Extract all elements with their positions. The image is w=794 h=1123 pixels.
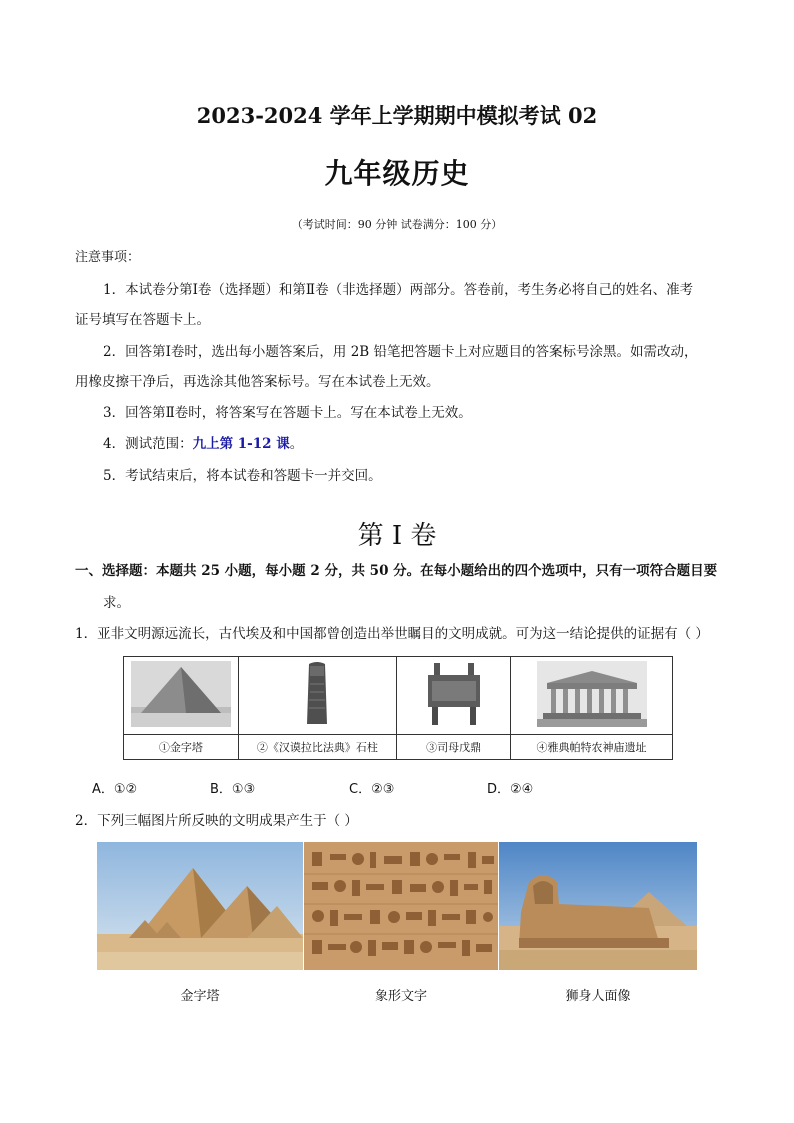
parthenon-image (537, 661, 647, 727)
note-2-line-1: 2．回答第Ⅰ卷时，选出每小题答案后，用 2B 铅笔把答题卡上对应题目的答案标号涂黑。如需改动， (103, 344, 698, 360)
caption-hieroglyphs: 象形文字 (374, 989, 427, 1004)
parthenon-image-cell (511, 657, 673, 735)
note-3: 3．回答第Ⅱ卷时，将答案写在答题卡上。写在本试卷上无效。 (103, 405, 472, 421)
pyramid-image (131, 661, 231, 727)
exam-meta: （考试时间：90 分钟 试卷满分：100 分） (291, 218, 503, 231)
caption-sphinx: 狮身人面像 (565, 989, 631, 1004)
option-a[interactable]: A．①② (92, 782, 138, 797)
option-d[interactable]: D．②④ (487, 782, 534, 797)
option-c[interactable]: C．②③ (349, 782, 395, 797)
pyramids-photo (97, 842, 303, 970)
code-stele-image (297, 660, 337, 728)
caption-parthenon: ④雅典帕特农神庙遗址 (511, 735, 673, 760)
caption-ding-vessel: ③司母戊鼎 (397, 735, 511, 760)
notes-heading: 注意事项： (75, 250, 141, 265)
question-1-image-table (123, 656, 673, 760)
note-4-suffix: 。 (289, 436, 304, 452)
section-title: 第 I 卷 (357, 521, 437, 551)
subject-title: 九年级历史 (324, 157, 470, 190)
ding-vessel-image (422, 661, 486, 727)
caption-code-stele: ②《汉谟拉比法典》石柱 (238, 735, 396, 760)
note-5: 5．考试结束后，将本试卷和答题卡一并交回。 (103, 468, 382, 484)
caption-pyramid: ①金字塔 (124, 735, 239, 760)
code-stele-image-cell (238, 657, 396, 735)
section-instruction-line-2: 求。 (103, 595, 130, 611)
exam-title: 2023-2024 学年上学期期中模拟考试 02 (196, 103, 598, 128)
ding-vessel-image-cell (397, 657, 511, 735)
caption-pyramids: 金字塔 (180, 989, 220, 1004)
note-1-line-1: 1．本试卷分第Ⅰ卷（选择题）和第Ⅱ卷（非选择题）两部分。答卷前，考生务必将自己的姓名、准考 (103, 282, 694, 298)
hieroglyphs-photo (304, 842, 498, 970)
sphinx-photo (499, 842, 697, 970)
question-2-text: 2．下列三幅图片所反映的文明成果产生于（ ） (75, 813, 358, 829)
note-4-prefix: 4．测试范围： (103, 436, 193, 452)
section-instruction-line-1: 一、选择题：本题共 25 小题，每小题 2 分，共 50 分。在每小题给出的四个选项中，只有一项符合题目要 (75, 563, 718, 579)
note-1-line-2: 证号填写在答题卡上。 (75, 312, 210, 328)
question-1-text: 1．亚非文明源远流长，古代埃及和中国都曾创造出举世瞩目的文明成就。可为这一结论提供的证据有（ ） (75, 626, 709, 642)
test-scope: 九上第 1-12 课 (192, 436, 290, 452)
note-2-line-2: 用橡皮擦干净后，再选涂其他答案标号。写在本试卷上无效。 (75, 374, 440, 390)
option-b[interactable]: B．①③ (210, 782, 256, 797)
note-4 (103, 429, 303, 459)
pyramid-image-cell (124, 657, 239, 735)
